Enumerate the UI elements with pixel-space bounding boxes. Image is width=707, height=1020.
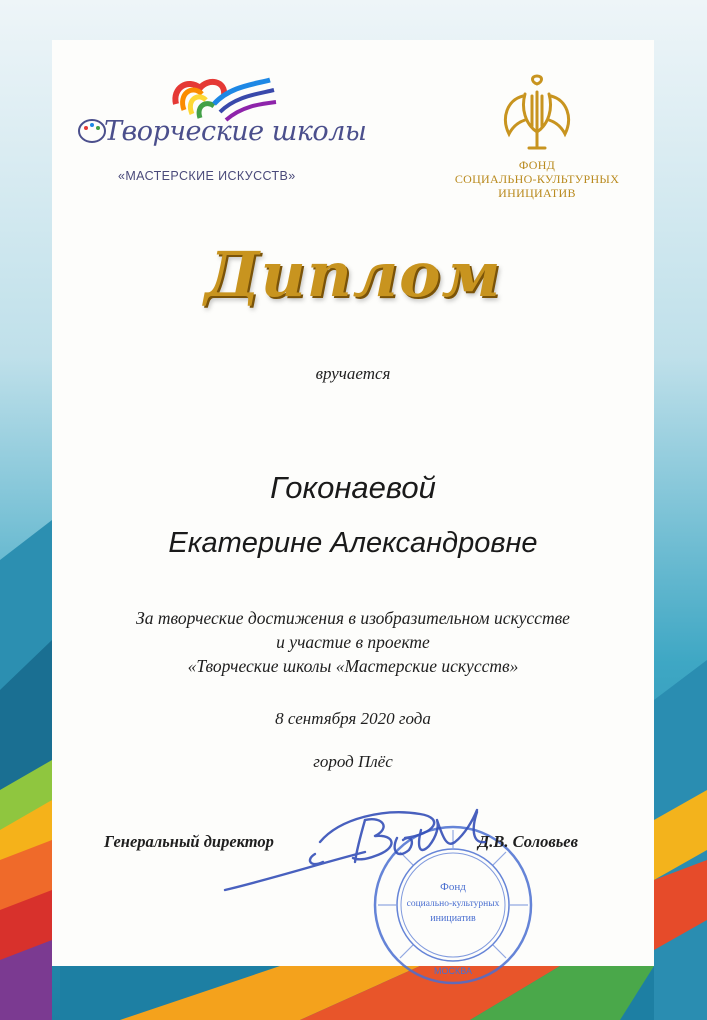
director-role: Генеральный директор (104, 832, 274, 851)
award-reason-line2: и участие в проекте (276, 632, 430, 652)
creative-schools-script-title: Творческие школы (104, 116, 367, 147)
award-reason-line3: «Творческие школы «Мастерские искусств» (187, 656, 519, 676)
creative-schools-logo (78, 72, 367, 202)
fund-name (452, 158, 622, 200)
stamp-center-line3: инициатив (430, 913, 476, 924)
stamp-center-line2: социально-культурных (406, 899, 500, 909)
award-city: город Плёс (313, 752, 393, 771)
fund-name-line1: ФОНД (518, 158, 556, 172)
award-reason (52, 606, 654, 678)
palette-icon (78, 118, 106, 144)
director-name: Д.В. Соловьев (478, 832, 578, 851)
fund-name-line3: ИНИЦИАТИВ (498, 186, 576, 200)
stamp-bottom-text: МОСКВА (434, 966, 472, 976)
recipient-surname: Гоконаевой (270, 470, 436, 505)
handwritten-signature (215, 790, 515, 900)
awarded-text: вручается (315, 364, 391, 383)
award-date: 8 сентября 2020 года (275, 709, 431, 728)
fund-name-line2: СОЦИАЛЬНО-КУЛЬТУРНЫХ (454, 172, 620, 186)
creative-schools-subtitle: «МАСТЕРСКИЕ ИСКУССТВ» (118, 169, 296, 183)
fund-logo (452, 72, 622, 202)
award-reason-line1: За творческие достижения в изобразительном искусстве (136, 608, 570, 628)
diploma-title: Диплом (204, 238, 502, 311)
stamp-center-line1: Фонд (440, 881, 466, 893)
recipient-given-names: Екатерине Александровне (168, 527, 538, 559)
lyre-wings-icon (497, 72, 577, 154)
